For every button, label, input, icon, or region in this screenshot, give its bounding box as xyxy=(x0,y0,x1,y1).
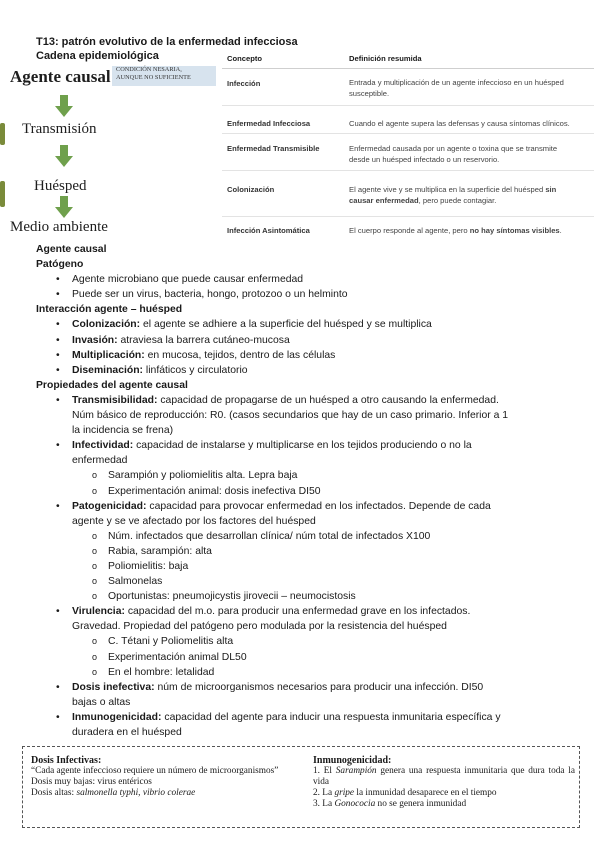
sub-list-item: o Oportunistas: pneumojicystis jirovecii – neumocistosis xyxy=(36,589,576,604)
row-concept: Infección xyxy=(227,79,261,88)
infective-doses-panel xyxy=(31,755,283,799)
list-item xyxy=(36,710,576,725)
immunogenicity-panel xyxy=(313,755,575,810)
definition-line: Cuando el agente supera las defensas y causa síntomas clínicos. xyxy=(349,119,570,128)
row-concept: Colonización xyxy=(227,185,275,194)
infective-doses-quote: “Cada agente infeccioso requiere un número de microorganismos” xyxy=(31,766,279,776)
sub-list-item: o C. Tétani y Poliomelitis alta xyxy=(36,634,576,649)
list-item xyxy=(36,393,576,408)
term: Invasión: xyxy=(72,334,118,346)
term: Diseminación: xyxy=(72,364,144,376)
term-text: en mucosa, tejidos, dentro de las células xyxy=(144,349,336,361)
table-row xyxy=(222,133,594,171)
term: Patogenicidad: xyxy=(72,500,147,512)
definition-text: . xyxy=(559,226,562,235)
sub-list-item: o Experimentación animal DL50 xyxy=(36,650,576,665)
column-header-definition: Definición resumida xyxy=(349,54,422,63)
infective-doses-title: Dosis Infectivas: xyxy=(31,755,102,766)
item-prefix: 3. La xyxy=(313,799,335,809)
row-definition xyxy=(349,184,593,206)
list-item xyxy=(36,604,576,619)
list-item-continuation: agente y se ve afectado por los factores del huésped xyxy=(72,515,316,527)
row-definition xyxy=(349,225,593,236)
epidemiological-chain-diagram xyxy=(0,63,222,238)
heading-properties: Propiedades del agente causal xyxy=(36,379,188,391)
heading-pathogen: Patógeno xyxy=(36,259,84,271)
down-arrow-icon xyxy=(55,196,73,218)
definition-line: Entrada y multiplicación de un agente infeccioso en un huésped xyxy=(349,78,564,87)
term: Infectividad: xyxy=(72,440,134,452)
definition-bold: causar enfermedad xyxy=(349,196,419,205)
infective-doses-low: Dosis muy bajas: virus entéricos xyxy=(31,777,152,787)
edge-decoration xyxy=(0,123,5,145)
list-item xyxy=(36,333,576,348)
sub-list-item: o Salmonelas xyxy=(36,574,576,589)
term: Transmisibilidad: xyxy=(72,394,158,406)
diagram-condition-note xyxy=(112,66,216,86)
row-definition xyxy=(349,118,593,129)
item-disease: Sarampión xyxy=(335,766,377,776)
list-item xyxy=(36,348,576,363)
definition-line: Enfermedad causada por un agente o toxina que se transmite xyxy=(349,144,558,153)
row-definition xyxy=(349,143,593,165)
definition-text: El cuerpo responde al agente, pero xyxy=(349,226,468,235)
list-item-continuation: la incidencia se frena) xyxy=(72,425,174,437)
sub-list-item: o Núm. infectados que desarrollan clínica/ núm total de infectados X100 xyxy=(36,529,576,544)
definition-line xyxy=(349,184,593,195)
list-item xyxy=(36,499,576,514)
immunogenicity-item xyxy=(313,766,575,788)
list-item-continuation: Núm básico de reproducción: R0. (casos secundarios que hay de un caso primario. Inferior a 1 xyxy=(72,410,509,422)
list-item-continuation: Gravedad. Propiedad del patógeno pero modulada por la resistencia del huésped xyxy=(72,621,447,633)
list-item-continuation: bajas o altas xyxy=(72,696,131,708)
infective-doses-high-prefix: Dosis altas: xyxy=(31,788,77,798)
immunogenicity-item xyxy=(313,788,575,799)
list-item xyxy=(36,438,576,453)
item-text: la inmunidad desaparece en el tiempo xyxy=(354,788,497,798)
page-title: T13: patrón evolutivo de la enfermedad infecciosa xyxy=(36,36,298,48)
diagram-environment-label: Medio ambiente xyxy=(10,219,108,235)
definition-text: El agente vive y se multiplica en la superficie del huésped xyxy=(349,185,544,194)
definition-line: desde un huésped infectado o un reservorio. xyxy=(349,155,500,164)
table-row xyxy=(222,68,594,106)
row-concept: Enfermedad Infecciosa xyxy=(227,119,311,128)
list-item xyxy=(36,317,576,332)
term: Multiplicación: xyxy=(72,349,145,361)
sub-list-item: o En el hombre: letalidad xyxy=(36,665,576,680)
table-row xyxy=(222,170,594,217)
page-subtitle: Cadena epidemiológica xyxy=(36,50,159,62)
note-line: AUNQUE NO SUFICIENTE xyxy=(116,74,191,81)
list-item: • Agente microbiano que puede causar enfermedad xyxy=(36,272,576,287)
term-text: linfáticos y circulatorio xyxy=(143,364,248,376)
term-text: capacidad para provocar enfermedad en los infectados. Depende de cada xyxy=(146,500,491,512)
definition-bold: no hay síntomas visibles xyxy=(469,226,560,235)
down-arrow-icon xyxy=(55,95,73,117)
list-item-continuation: duradera en el huésped xyxy=(72,727,182,738)
item-disease: gripe xyxy=(334,788,355,798)
edge-decoration xyxy=(0,181,5,207)
sub-list-item: o Poliomielitis: baja xyxy=(36,559,576,574)
list-item xyxy=(36,363,576,378)
term: Dosis inefectiva: xyxy=(72,681,155,693)
sub-list-item: o Experimentación animal: dosis inefectiva DI50 xyxy=(36,484,576,499)
diagram-transmission-label: Transmisión xyxy=(22,121,97,137)
row-concept: Enfermedad Transmisible xyxy=(227,144,320,153)
definition-bold: sin xyxy=(545,185,557,194)
item-prefix: 1. El xyxy=(313,766,336,776)
diagram-host-label: Huésped xyxy=(34,178,87,194)
heading-agent: Agente causal xyxy=(36,244,107,255)
definition-line: susceptible. xyxy=(349,89,390,98)
item-prefix: 2. La xyxy=(313,788,335,798)
table-header xyxy=(222,48,594,69)
diagram-agent-label: Agente causal xyxy=(10,67,111,86)
list-item: • Puede ser un virus, bacteria, hongo, protozoo o un helminto xyxy=(36,287,576,302)
table-row xyxy=(222,216,594,238)
term-text: atraviesa la barrera cutáneo-mucosa xyxy=(117,334,290,346)
term-text: capacidad de instalarse y multiplicarse en los tejidos produciendo o no la xyxy=(133,440,472,452)
infective-doses-high-examples: salmonella typhi, vibrio colerae xyxy=(76,788,196,798)
definition-text: , pero puede contagiar. xyxy=(418,196,497,205)
note-line: CONDICIÓN NESARIA, xyxy=(116,66,182,73)
column-header-concept: Concepto xyxy=(227,54,263,63)
term-text: capacidad del m.o. para producir una enfermedad grave en los infectados. xyxy=(124,606,471,618)
table-row xyxy=(222,105,594,134)
sub-list-item: o Rabia, sarampión: alta xyxy=(36,544,576,559)
term-text: núm de microorganismos necesarios para producir una infección. DI50 xyxy=(154,681,484,693)
item-disease: Gonococia xyxy=(334,799,376,809)
summary-box xyxy=(22,746,580,828)
term-text: capacidad del agente para inducir una respuesta inmunitaria específica y xyxy=(161,711,501,723)
term-text: el agente se adhiere a la superficie del huésped y se multiplica xyxy=(140,319,432,331)
term: Colonización: xyxy=(72,319,141,331)
infective-doses-high xyxy=(31,788,283,799)
item-text: genera una respuesta inmunitaria que dura toda la vida xyxy=(313,766,575,787)
row-definition xyxy=(349,77,593,99)
term-text: capacidad de propagarse de un huésped a otro causando la enfermedad. xyxy=(157,394,499,406)
notes-body xyxy=(36,242,576,740)
definition-line xyxy=(349,195,593,206)
row-concept: Infección Asintomática xyxy=(227,226,310,235)
list-item xyxy=(36,680,576,695)
sub-list-item: o Sarampión y poliomielitis alta. Lepra baja xyxy=(36,468,576,483)
immunogenicity-title: Inmunogenicidad: xyxy=(313,755,392,766)
term: Inmunogenicidad: xyxy=(72,711,162,723)
immunogenicity-item xyxy=(313,799,575,810)
list-item-continuation: enfermedad xyxy=(72,455,128,467)
heading-interaction: Interacción agente – huésped xyxy=(36,304,183,316)
down-arrow-icon xyxy=(55,145,73,167)
term: Virulencia: xyxy=(72,606,125,618)
item-text: no se genera inmunidad xyxy=(375,799,467,809)
